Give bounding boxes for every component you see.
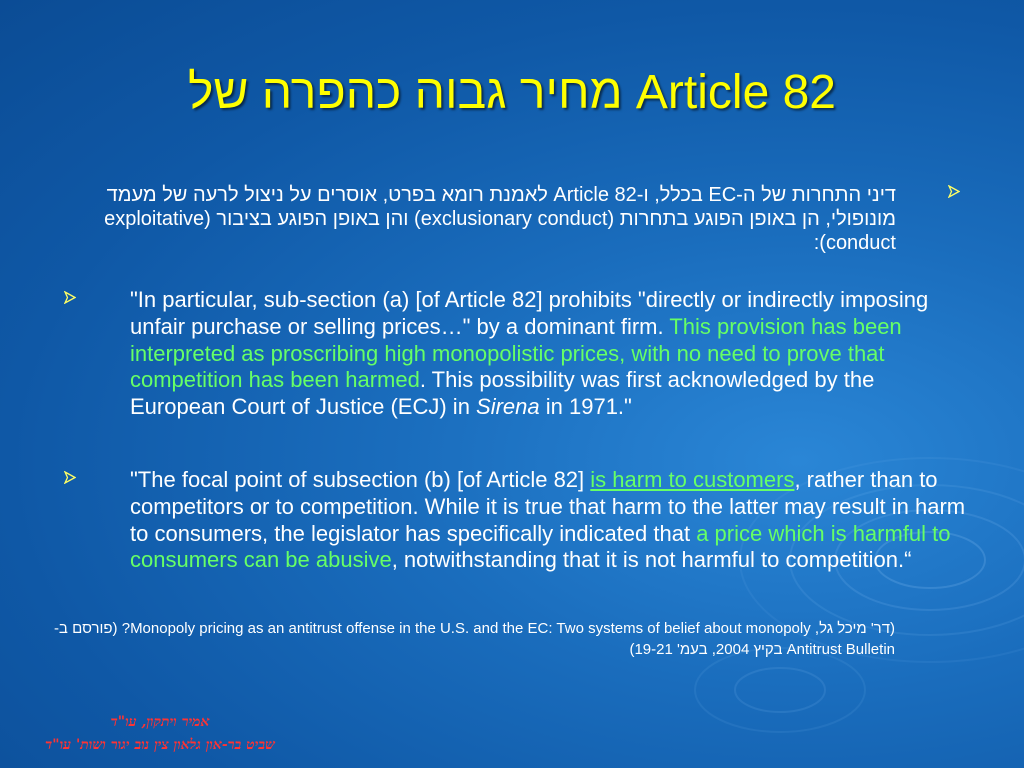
footer-firm: שביט בר-און גלאון צין נוב יגור ושות' עו"ד — [45, 737, 275, 753]
quote-1-part1: "In particular, sub-section (a) [of Article 82] prohibits "directly or indirectly imposing unfair purchase or selling prices…" by a dominant firm. — [130, 287, 929, 339]
quote-2-highlight-1: is harm to customers — [590, 467, 795, 492]
quote-1-part2: . This possibility was first acknowledged by the European Court of Justice (ECJ) in — [130, 367, 875, 420]
arrow-right-icon — [64, 291, 76, 304]
arrow-right-icon — [64, 471, 76, 484]
quote-bullet-2 — [62, 467, 972, 574]
quote-2-part2: , rather than to competitors or to competition. While it is true that harm to the latter may result in harm to consumers, the legislator has specifically indicated that — [130, 467, 966, 546]
source-citation: (דר' מיכל גל, Monopoly pricing as an antitrust offense in the U.S. and the EC: Two systems of belief about monopoly? (פורסם ב-Antitrust Bulletin בקיץ 2004, בעמ' 19-21) — [53, 620, 895, 658]
footer-author: אמיר ויתקון, עו"ד — [110, 714, 210, 730]
quote-2-part3: , notwithstanding that it is not harmful to competition.“ — [391, 547, 912, 573]
quote-2-text — [130, 467, 972, 574]
quote-1-text — [130, 287, 972, 421]
quote-2-part1: "The focal point of subsection (b) [of Article 82] — [130, 467, 591, 492]
slide-title: מחיר גבוה כהפרה של Article 82 — [188, 66, 836, 119]
arrow-right-icon — [948, 185, 960, 198]
quote-bullet-1 — [62, 287, 972, 421]
quote-1-part3: in 1971." — [539, 394, 632, 420]
hebrew-bullet — [76, 183, 966, 255]
quote-2-highlight-2: a price which is harmful to consumers can be abusive — [130, 520, 951, 573]
case-name-sirena: Sirena — [476, 394, 540, 420]
quote-1-highlight: This provision has been interpreted as proscribing high monopolistic prices, with no need to prove that competition has been harmed — [130, 313, 902, 393]
hebrew-intro-text: דיני התחרות של ה-EC בכלל, ו-Article 82 לאמנת רומא בפרט, אוסרים על ניצול לרעה של מעמד מונופולי, הן באופן הפוגע בתחרות (exclusionary conduct) והן באופן הפוגע בציבור (exploitative conduct): — [104, 184, 896, 254]
